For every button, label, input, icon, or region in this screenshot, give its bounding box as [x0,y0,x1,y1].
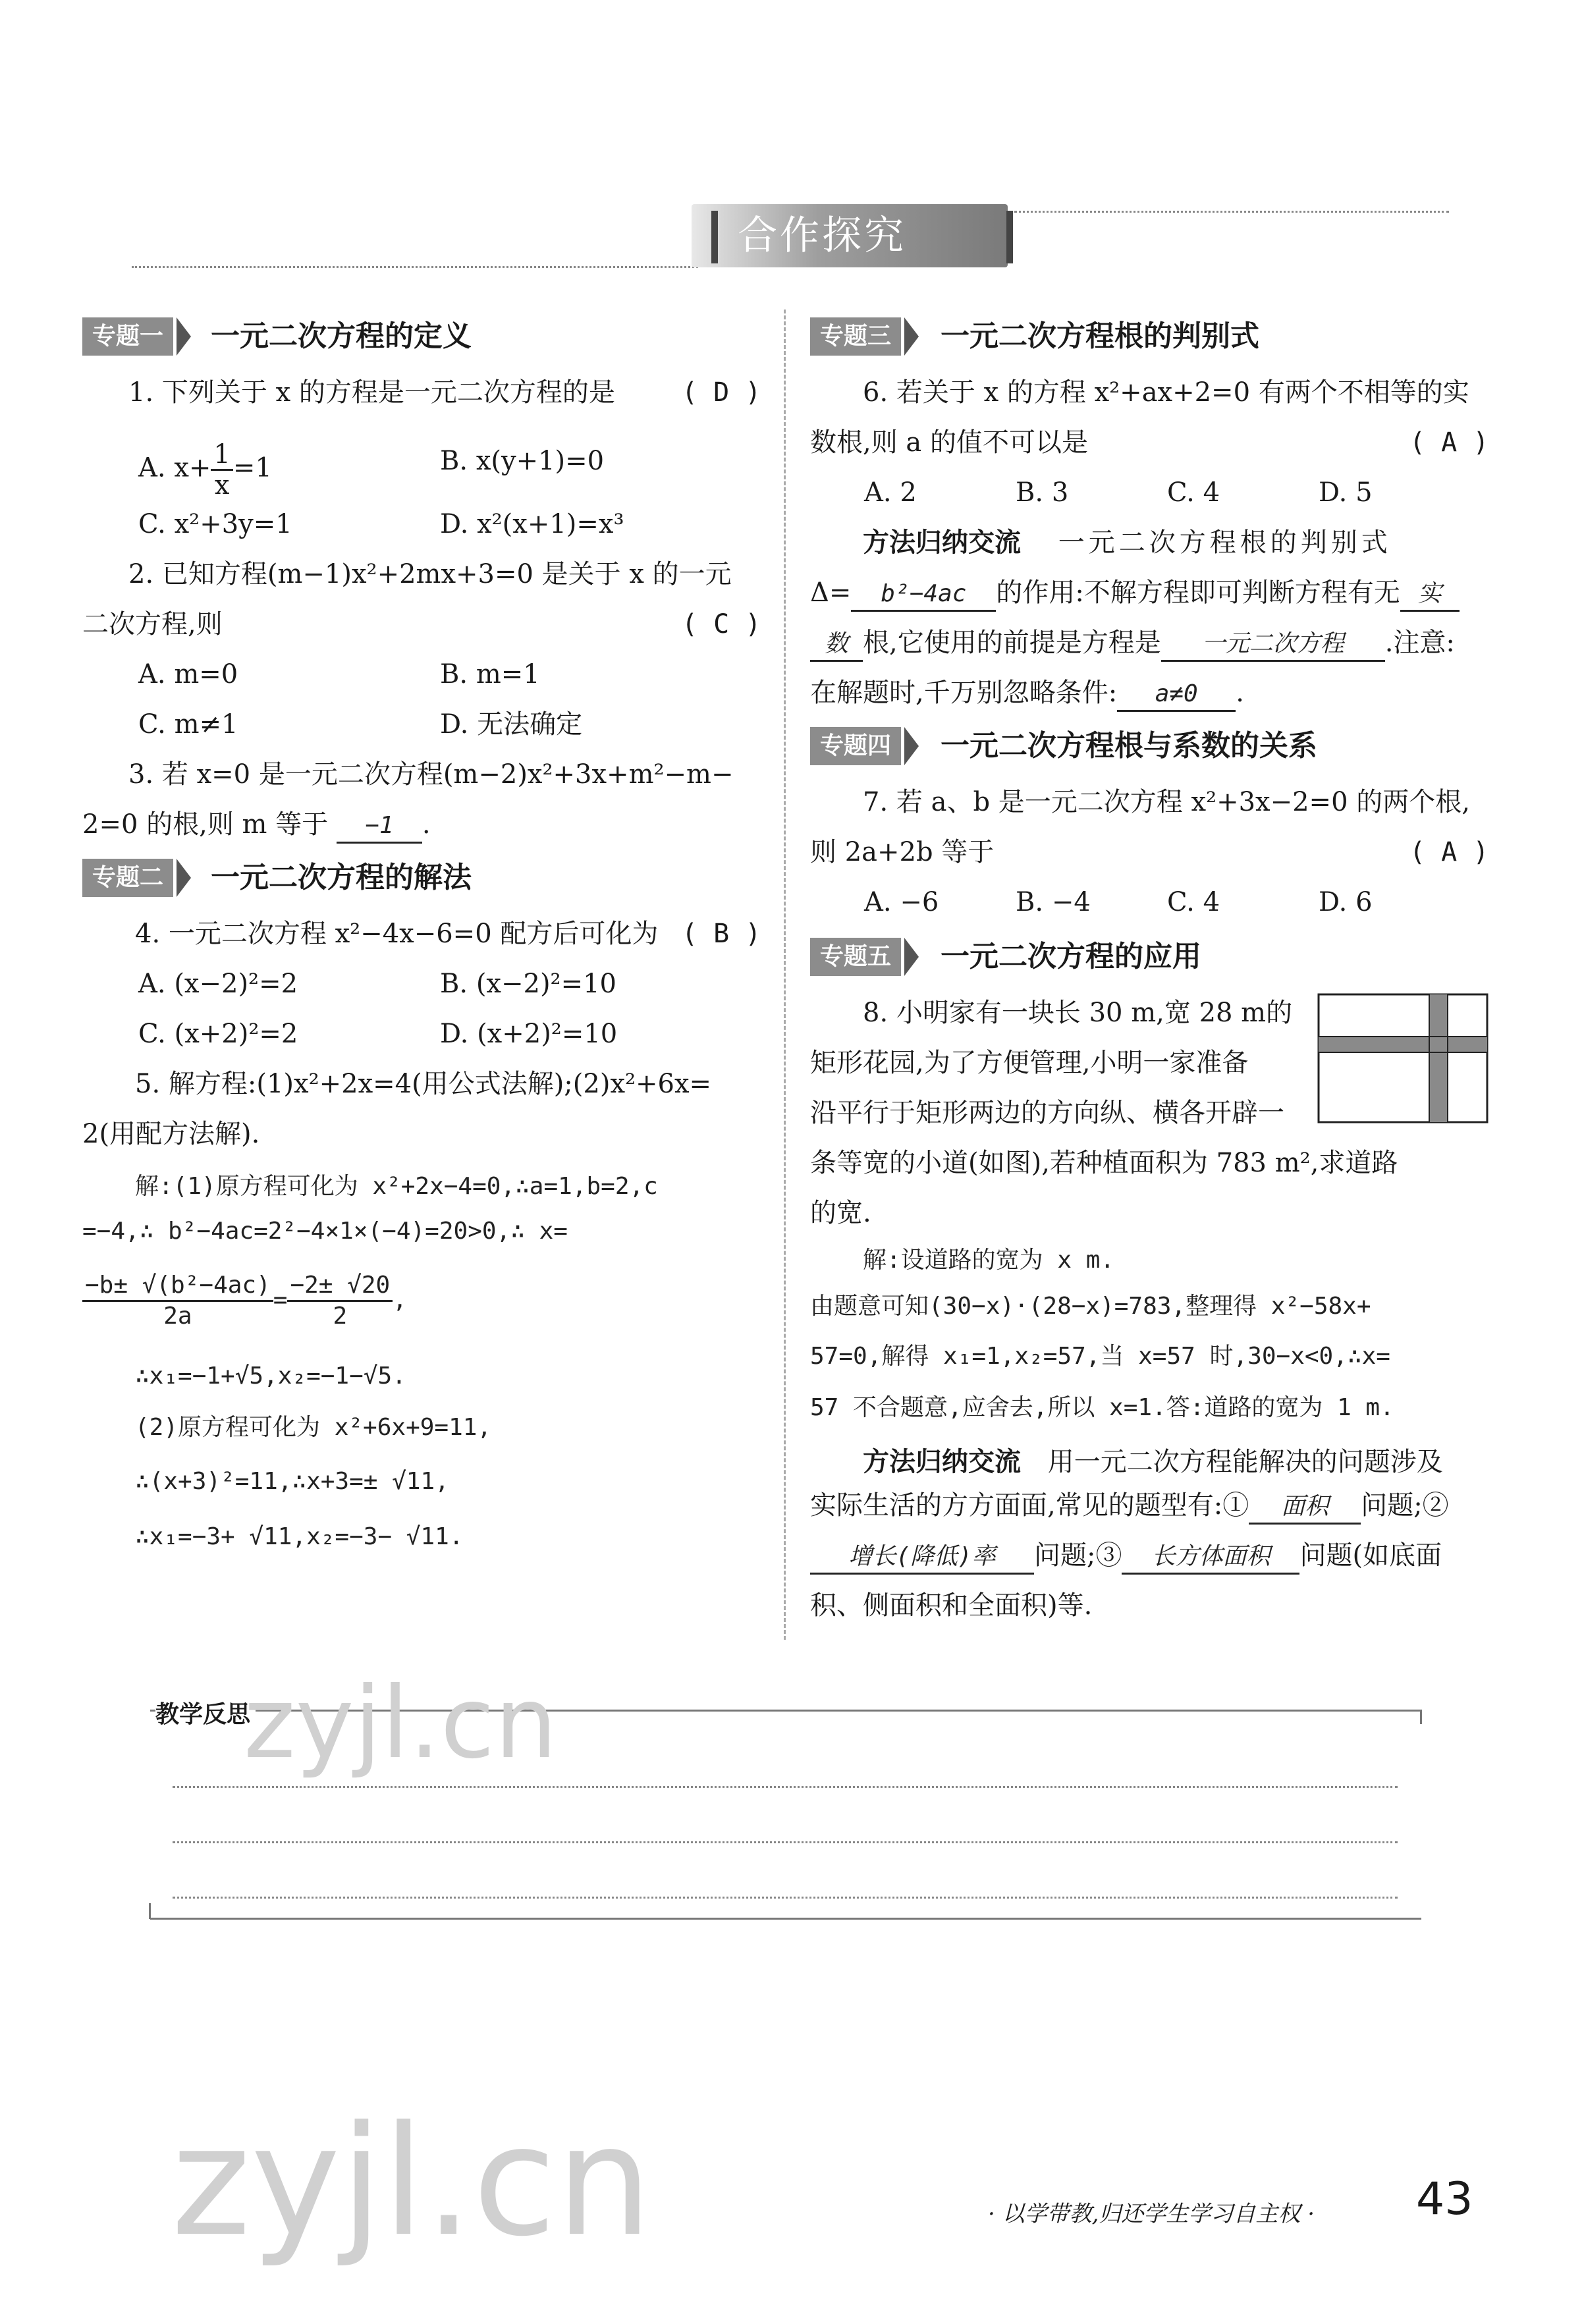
q2-stem: 2. 已知方程(m−1)x²+2mx+3=0 是关于 x 的一元 [128,559,732,589]
q6-option-b: B. 3 [1016,477,1069,508]
q2-option-a: A. m=0 [138,659,238,689]
reflection-line-3 [173,1897,1398,1899]
topic-title-3: 一元二次方程根的判别式 [941,319,1259,353]
reflection-box-bottom [150,1918,1421,1920]
q8-line-4: 条等宽的小道(如图),若种植面积为 783 m²,求道路 [810,1148,1398,1178]
q5-solution-3: $\frac{\text{−b± √(b²−4ac)}}{2a}$ = $\frac{-2\pm √20}{2}$ , [82,1271,407,1331]
q6-stem: 6. 若关于 x 的方程 x²+ax+2=0 有两个不相等的实 [863,377,1469,408]
topic-title-5: 一元二次方程的应用 [941,940,1201,973]
section-title: 合作探究 [738,213,906,259]
q1-option-b: B. x(y+1)=0 [440,446,605,476]
method-1-label: 方法归纳交流 [863,527,1021,558]
q8-line-5: 的宽. [810,1198,871,1228]
q1-option-a: A. x+ $\frac{1}{x}$ =1 [138,439,272,500]
q8-solution-3: 57=0,解得 x₁=1,x₂=57,当 x=57 时,30−x<0,∴x= [810,1343,1390,1370]
q8-solution-4: 57 不合题意,应舍去,所以 x=1.答:道路的宽为 1 m. [810,1394,1394,1421]
watermark-2: zyjl.cn [171,2094,652,2270]
reflection-line-1 [173,1786,1398,1788]
banner-bar-left [711,211,718,263]
q5-solution-2: =−4,∴ b²−4ac=2²−4×1×(−4)=20>0,∴ x= [82,1218,568,1245]
reflection-line-2 [173,1841,1398,1843]
q3-stem: 3. 若 x=0 是一元二次方程(m−2)x²+3x+m²−m− [128,759,734,790]
q7-answer: ( A ) [1409,837,1489,867]
q7-option-c: C. 4 [1167,887,1220,917]
q7-option-d: D. 6 [1319,887,1373,917]
reflection-title: 教学反思 [155,1699,256,1731]
topic-arrow-3 [904,317,919,356]
topic-arrow-4 [904,727,919,765]
q3-fill: −1 [337,810,422,844]
method-1-line-4: 在解题时,千万别忽略条件: a≠0 . [810,677,1244,712]
q7-stem: 7. 若 a、b 是一元二次方程 x²+3x−2=0 的两个根, [863,787,1470,817]
q4-stem: 4. 一元二次方程 x²−4x−6=0 配方后可化为 [135,919,659,949]
method-2-fill-3: 长方体面积 [1122,1541,1299,1575]
q4-option-d: D. (x+2)²=10 [440,1019,618,1049]
column-divider [784,310,786,1640]
q4-option-c: C. (x+2)²=2 [138,1019,298,1049]
q7-option-a: A. −6 [864,887,939,917]
q6-option-d: D. 5 [1319,477,1373,508]
q5-solution-4: ∴x₁=−1+√5,x₂=−1−√5. [135,1363,406,1390]
method-2-line-1: 方法归纳交流 用一元二次方程能解决的问题涉及 [863,1447,1443,1477]
topic-title-1: 一元二次方程的定义 [211,319,472,353]
q8-solution-2: 由题意可知(30−x)·(28−x)=783,整理得 x²−58x+ [810,1293,1371,1320]
q4-answer: ( B ) [682,919,761,949]
method-1-fill-2a: 实 [1400,578,1460,612]
method-2-line-4: 积、侧面积和全面积)等. [810,1590,1093,1621]
topic-tag-1: 专题一 [82,317,173,356]
q1-option-a-fraction: $\frac{1}{x}$ [211,440,232,500]
q2-option-d: D. 无法确定 [440,709,583,740]
topic-arrow-1 [177,317,191,356]
q1-option-a-text: A. x+ [138,452,211,483]
topic-tag-3: 专题三 [810,317,901,356]
method-1-line-3: 数 根,它使用的前提是方程是 一元二次方程 .注意: [810,627,1455,662]
topic-tag-4: 专题四 [810,727,901,765]
topic-arrow-2 [177,859,191,897]
q5-solution-7: ∴x₁=−3+ √11,x₂=−3− √11. [135,1523,464,1550]
topic-title-2: 一元二次方程的解法 [211,861,472,894]
q2-option-c: C. m≠1 [138,709,238,740]
watermark-1: zyjl.cn [244,1666,558,1781]
footer-motto: · 以学带教,归还学生学习自主权 · [988,2201,1315,2227]
q8-line-3: 沿平行于矩形两边的方向纵、横各开辟一 [810,1098,1284,1128]
garden-outline [1319,994,1487,1122]
reflection-box-left [149,1903,151,1919]
q1-answer: ( D ) [682,377,761,408]
method-2-line-2: 实际生活的方方面面,常见的题型有:① 面积 问题;② [810,1490,1449,1525]
q1-option-c: C. x²+3y=1 [138,509,292,539]
method-2-fill-2: 增长(降低)率 [810,1541,1034,1575]
topic-arrow-5 [904,938,919,976]
horizontal-path [1319,1037,1487,1052]
q6-stem-2: 数根,则 a 的值不可以是 [810,427,1088,458]
q5-solution-5: (2)原方程可化为 x²+6x+9=11, [135,1414,492,1441]
q5-solution-6: ∴(x+3)²=11,∴x+3=± √11, [135,1468,449,1495]
garden-figure [1317,993,1490,1125]
page-number: 43 [1416,2173,1473,2225]
q8-line-1: 8. 小明家有一块长 30 m,宽 28 m的 [863,998,1293,1028]
method-1-fill-2b: 数 [810,628,863,662]
q6-option-a: A. 2 [864,477,917,508]
topic-tag-2: 专题二 [82,859,173,897]
q8-solution-1: 解:设道路的宽为 x m. [863,1247,1115,1274]
q2-answer: ( C ) [682,609,761,639]
method-1-line-1: 方法归纳交流 一元二次方程根的判别式 [863,527,1392,558]
q7-option-b: B. −4 [1016,887,1091,917]
banner-bar-right [1006,211,1013,263]
method-1-fill-1: b²−4ac [851,578,996,612]
topic-title-4: 一元二次方程根与系数的关系 [941,729,1317,763]
q3-stem-2: 2=0 的根,则 m 等于 −1 . [82,809,431,844]
method-2-fill-1: 面积 [1249,1491,1361,1525]
q6-answer: ( A ) [1409,427,1489,458]
q4-option-a: A. (x−2)²=2 [138,969,298,999]
method-1-fill-4: a≠0 [1117,678,1236,712]
q5-stem-2: 2(用配方法解). [82,1119,260,1149]
topic-tag-5: 专题五 [810,938,901,976]
vertical-path [1429,994,1448,1122]
q5-solution-1: 解:(1)原方程可化为 x²+2x−4=0,∴a=1,b=2,c [135,1173,658,1200]
q8-line-2: 矩形花园,为了方便管理,小明一家准备 [810,1048,1249,1078]
q6-option-c: C. 4 [1167,477,1220,508]
q7-stem-2: 则 2a+2b 等于 [810,837,995,867]
q1-option-d: D. x²(x+1)=x³ [440,509,624,539]
q5-stem: 5. 解方程:(1)x²+2x=4(用公式法解);(2)x²+6x= [135,1069,712,1099]
header-dotline-left [132,266,698,268]
q1-stem: 1. 下列关于 x 的方程是一元二次方程的是 [128,377,615,408]
q2-stem-2: 二次方程,则 [82,609,223,639]
method-2-line-3: 增长(降低)率 问题;③ 长方体面积 问题(如底面 [810,1540,1442,1575]
method-1-fill-3: 一元二次方程 [1161,628,1385,662]
method-1-line-2: Δ= b²−4ac 的作用:不解方程即可判断方程有无 实 [810,577,1460,612]
header-dotline-right [1014,211,1449,213]
q4-option-b: B. (x−2)²=10 [440,969,617,999]
method-2-label: 方法归纳交流 [863,1447,1021,1477]
q2-option-b: B. m=1 [440,659,540,689]
reflection-box-right [1420,1710,1422,1724]
